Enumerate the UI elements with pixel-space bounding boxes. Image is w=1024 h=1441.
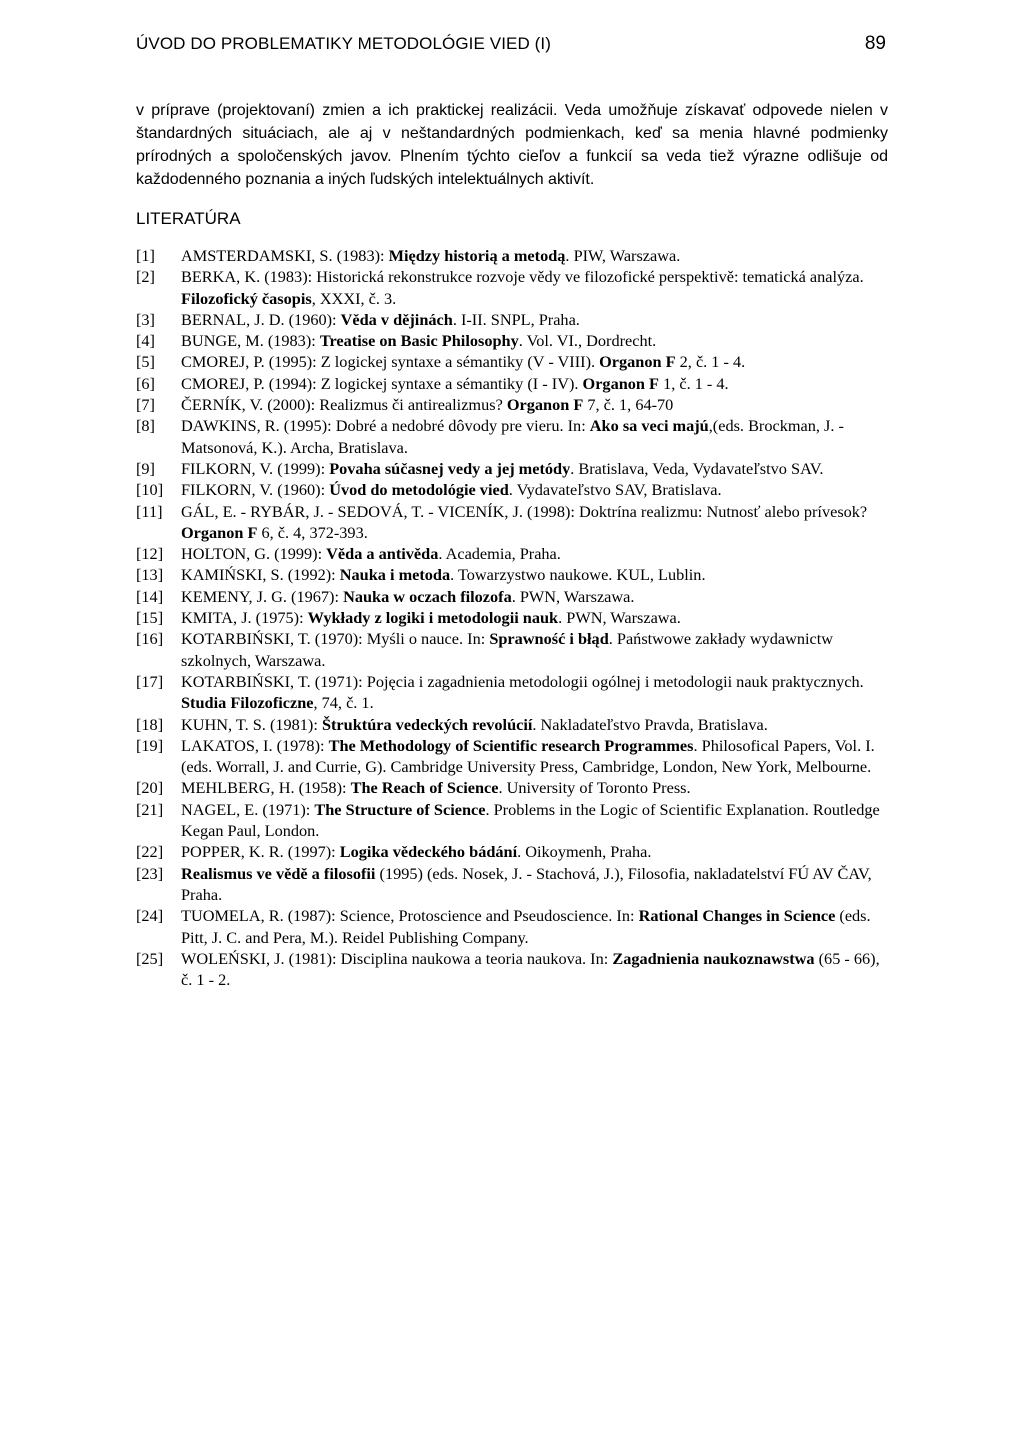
reference-title: Štruktúra vedeckých revolúcií (321, 714, 533, 734)
reference-number: [22] (136, 842, 164, 862)
reference-number: [5] (136, 352, 155, 372)
reference-number: [18] (136, 714, 164, 734)
reference-text: 6, č. 4, 372-393. (257, 522, 368, 542)
reference-number: [16] (136, 629, 164, 649)
reference-text: . Vydavateľstvo SAV, Bratislava. (508, 480, 722, 500)
reference-number: [24] (136, 906, 164, 926)
reference-item (136, 948, 888, 991)
reference-title: Nauka w oczach filozofa (343, 586, 512, 606)
reference-item (136, 501, 888, 544)
reference-title: Úvod do metodológie vied (329, 480, 509, 500)
reference-text: . Vol. VI., Dordrecht. (518, 331, 657, 351)
reference-text: DAWKINS, R. (1995): Dobré a nedobré dôvody pre vieru. In: (181, 416, 590, 436)
reference-number: [7] (136, 395, 155, 415)
reference-title: Věda v dějinách (340, 309, 453, 329)
reference-text: . PIW, Warszawa. (565, 246, 681, 265)
reference-title: Povaha súčasnej vedy a jej metódy (329, 458, 571, 478)
reference-text: . Problems in the Logic of Scientific Explanation. Routledge Kegan Paul, London. (181, 799, 880, 841)
reference-item (136, 905, 888, 948)
reference-title: Organon F (582, 373, 659, 393)
reference-text: GÁL, E. - RYBÁR, J. - SEDOVÁ, T. - VICENÍK, J. (1998): Doktrína realizmu: Nutnosť alebo prívesok? (181, 501, 868, 521)
reference-item (136, 373, 888, 394)
reference-number: [12] (136, 544, 164, 564)
literature-heading: LITERATÚRA (136, 209, 241, 228)
reference-title: The Methodology of Scientific research Programmes (328, 735, 694, 755)
reference-text: . Państwowe zakłady wydawnictw szkolnych, Warszawa. (181, 629, 834, 670)
reference-title: Sprawność i błąd (489, 629, 609, 649)
reference-title: Organon F (599, 352, 676, 372)
reference-number: [3] (136, 309, 155, 329)
reference-text: CMOREJ, P. (1994): Z logickej syntaxe a sémantiky (I - IV). (181, 373, 583, 393)
reference-item (136, 458, 888, 479)
reference-text: BUNGE, M. (1983): (181, 331, 320, 351)
reference-number: [15] (136, 608, 164, 628)
reference-item (136, 841, 888, 862)
page-number: 89 (864, 33, 886, 54)
reference-item (136, 564, 888, 585)
reference-item (136, 714, 888, 735)
reference-number: [23] (136, 863, 164, 883)
reference-text: . PWN, Warszawa. (511, 586, 635, 606)
reference-item (136, 586, 888, 607)
reference-text: ČERNÍK, V. (2000): Realizmus či antirealizmus? (181, 395, 507, 415)
reference-text: (65 - 66), č. 1 - 2. (181, 948, 880, 990)
reference-number: [25] (136, 948, 164, 968)
reference-text: KUHN, T. S. (1981): (181, 714, 322, 734)
reference-text: 1, č. 1 - 4. (659, 373, 729, 393)
reference-text: . University of Toronto Press. (498, 778, 691, 798)
reference-number: [1] (136, 246, 155, 265)
reference-item (136, 266, 888, 309)
reference-text: FILKORN, V. (1960): (181, 480, 330, 500)
reference-number: [2] (136, 267, 155, 287)
reference-number: [13] (136, 565, 164, 585)
reference-text: KMITA, J. (1975): (181, 608, 308, 628)
reference-text: . Bratislava, Veda, Vydavateľstvo SAV. (570, 458, 824, 478)
reference-item (136, 351, 888, 372)
reference-item (136, 543, 888, 564)
reference-text: KAMIŃSKI, S. (1992): (181, 565, 340, 585)
reference-title: Organon F (181, 522, 258, 542)
reference-item (136, 671, 888, 714)
reference-text: LAKATOS, I. (1978): (181, 735, 329, 755)
reference-number: [19] (136, 735, 164, 755)
reference-item (136, 628, 888, 671)
reference-number: [10] (136, 480, 164, 500)
reference-number: [20] (136, 778, 164, 798)
reference-text: . Academia, Praha. (438, 544, 561, 564)
reference-title: Věda a antivěda (326, 544, 439, 564)
reference-number: [21] (136, 799, 164, 819)
reference-item (136, 607, 888, 628)
reference-text: 7, č. 1, 64-70 (583, 395, 674, 415)
reference-number: [17] (136, 671, 164, 691)
reference-title: The Reach of Science (350, 778, 499, 798)
reference-text: KOTARBIŃSKI, T. (1970): Myśli o nauce. In: (181, 629, 490, 649)
reference-text: ,(eds. Brockman, J. - Matsonová, K.). Archa, Bratislava. (181, 416, 844, 457)
reference-title: Logika vědeckého bádání (339, 842, 518, 862)
intro-paragraph: v príprave (projektovaní) zmien a ich praktickej realizácii. Veda umožňuje získavať odpovede nielen v štandardných situáciach, ale aj v neštandardných podmienkach, keď sa menia hlavné podmienky prírodných a spoločenských javov. Plnením týchto cieľov a funkcií sa veda tiež výrazne odlišuje od každodenného poznania a iných ľudských intelektuálnych aktivít. (136, 102, 888, 188)
reference-text: MEHLBERG, H. (1958): (181, 778, 351, 798)
reference-number: [9] (136, 458, 155, 478)
reference-title: Zagadnienia naukoznawstwa (612, 948, 815, 968)
reference-text: . Philosofical Papers, Vol. I. (eds. Worrall, J. and Currie, G). Cambridge University Press, Cambridge, London, New York, Melbourne. (181, 735, 875, 777)
reference-item (136, 309, 888, 330)
reference-text: . Oikoymenh, Praha. (517, 842, 652, 862)
reference-item (136, 330, 888, 351)
reference-text: KOTARBIŃSKI, T. (1971): Pojęcia i zagadnienia metodologii ogólnej i metodologii nauk praktycznych. (181, 671, 864, 691)
reference-text: (eds. Pitt, J. C. and Pera, M.). Reidel Publishing Company. (181, 906, 871, 947)
reference-text: . Towarzystwo naukowe. KUL, Lublin. (450, 565, 706, 585)
reference-text: (1995) (eds. Nosek, J. - Stachová, J.), Filosofia, nakladatelství FÚ AV ČAV, Praha. (181, 863, 872, 904)
reference-number: [4] (136, 331, 155, 351)
reference-text: POPPER, K. R. (1997): (181, 842, 340, 862)
reference-text: CMOREJ, P. (1995): Z logickej syntaxe a sémantiky (V - VIII). (181, 352, 600, 372)
reference-title: Ako sa veci majú (589, 416, 709, 436)
reference-number: [6] (136, 373, 155, 393)
reference-text: KEMENY, J. G. (1967): (181, 586, 344, 606)
reference-text: NAGEL, E. (1971): (181, 799, 315, 819)
reference-item (136, 415, 888, 458)
reference-item (136, 735, 888, 778)
reference-title: Rational Changes in Science (638, 906, 836, 926)
reference-text: BERNAL, J. D. (1960): (181, 309, 341, 329)
reference-text: , 74, č. 1. (313, 693, 374, 713)
reference-text: , XXXI, č. 3. (311, 288, 397, 308)
reference-text: FILKORN, V. (1999): (181, 458, 330, 478)
reference-item (136, 799, 888, 842)
reference-title: Realismus ve vědě a filosofii (181, 863, 376, 883)
reference-text: . I-II. SNPL, Praha. (452, 309, 580, 329)
reference-number: [8] (136, 416, 155, 436)
reference-text: HOLTON, G. (1999): (181, 544, 327, 564)
reference-text: TUOMELA, R. (1987): Science, Protoscience and Pseudoscience. In: (181, 906, 639, 926)
reference-title: The Structure of Science (314, 799, 486, 819)
reference-text: AMSTERDAMSKI, S. (1983): (181, 246, 389, 265)
reference-title: Nauka i metoda (339, 565, 451, 585)
reference-number: [11] (136, 501, 163, 521)
reference-text: . Nakladateľstvo Pravda, Bratislava. (532, 714, 768, 734)
running-header (136, 34, 886, 60)
reference-title: Studia Filozoficzne (181, 693, 314, 713)
reference-number: [14] (136, 586, 164, 606)
reference-item (136, 777, 888, 798)
reference-title: Wykłady z logiki i metodologii nauk (307, 608, 559, 628)
reference-item (136, 479, 888, 500)
reference-item (136, 863, 888, 906)
reference-item (136, 245, 888, 266)
reference-text: BERKA, K. (1983): Historická rekonstrukce rozvoje vědy ve filozofické perspektivě: tematická analýza. (181, 267, 864, 287)
reference-item (136, 394, 888, 415)
reference-title: Treatise on Basic Philosophy (319, 331, 519, 351)
reference-title: Organon F (506, 395, 584, 415)
reference-text: 2, č. 1 - 4. (675, 352, 746, 372)
reference-text: WOLEŃSKI, J. (1981): Disciplina naukowa a teoria naukova. In: (181, 948, 613, 968)
running-title: ÚVOD DO PROBLEMATIKY METODOLÓGIE VIED (I) (136, 34, 552, 53)
reference-title: Filozofický časopis (181, 288, 312, 308)
reference-list (136, 245, 888, 990)
reference-title: Między historią a metodą (388, 246, 566, 265)
reference-text: . PWN, Warszawa. (558, 608, 681, 628)
